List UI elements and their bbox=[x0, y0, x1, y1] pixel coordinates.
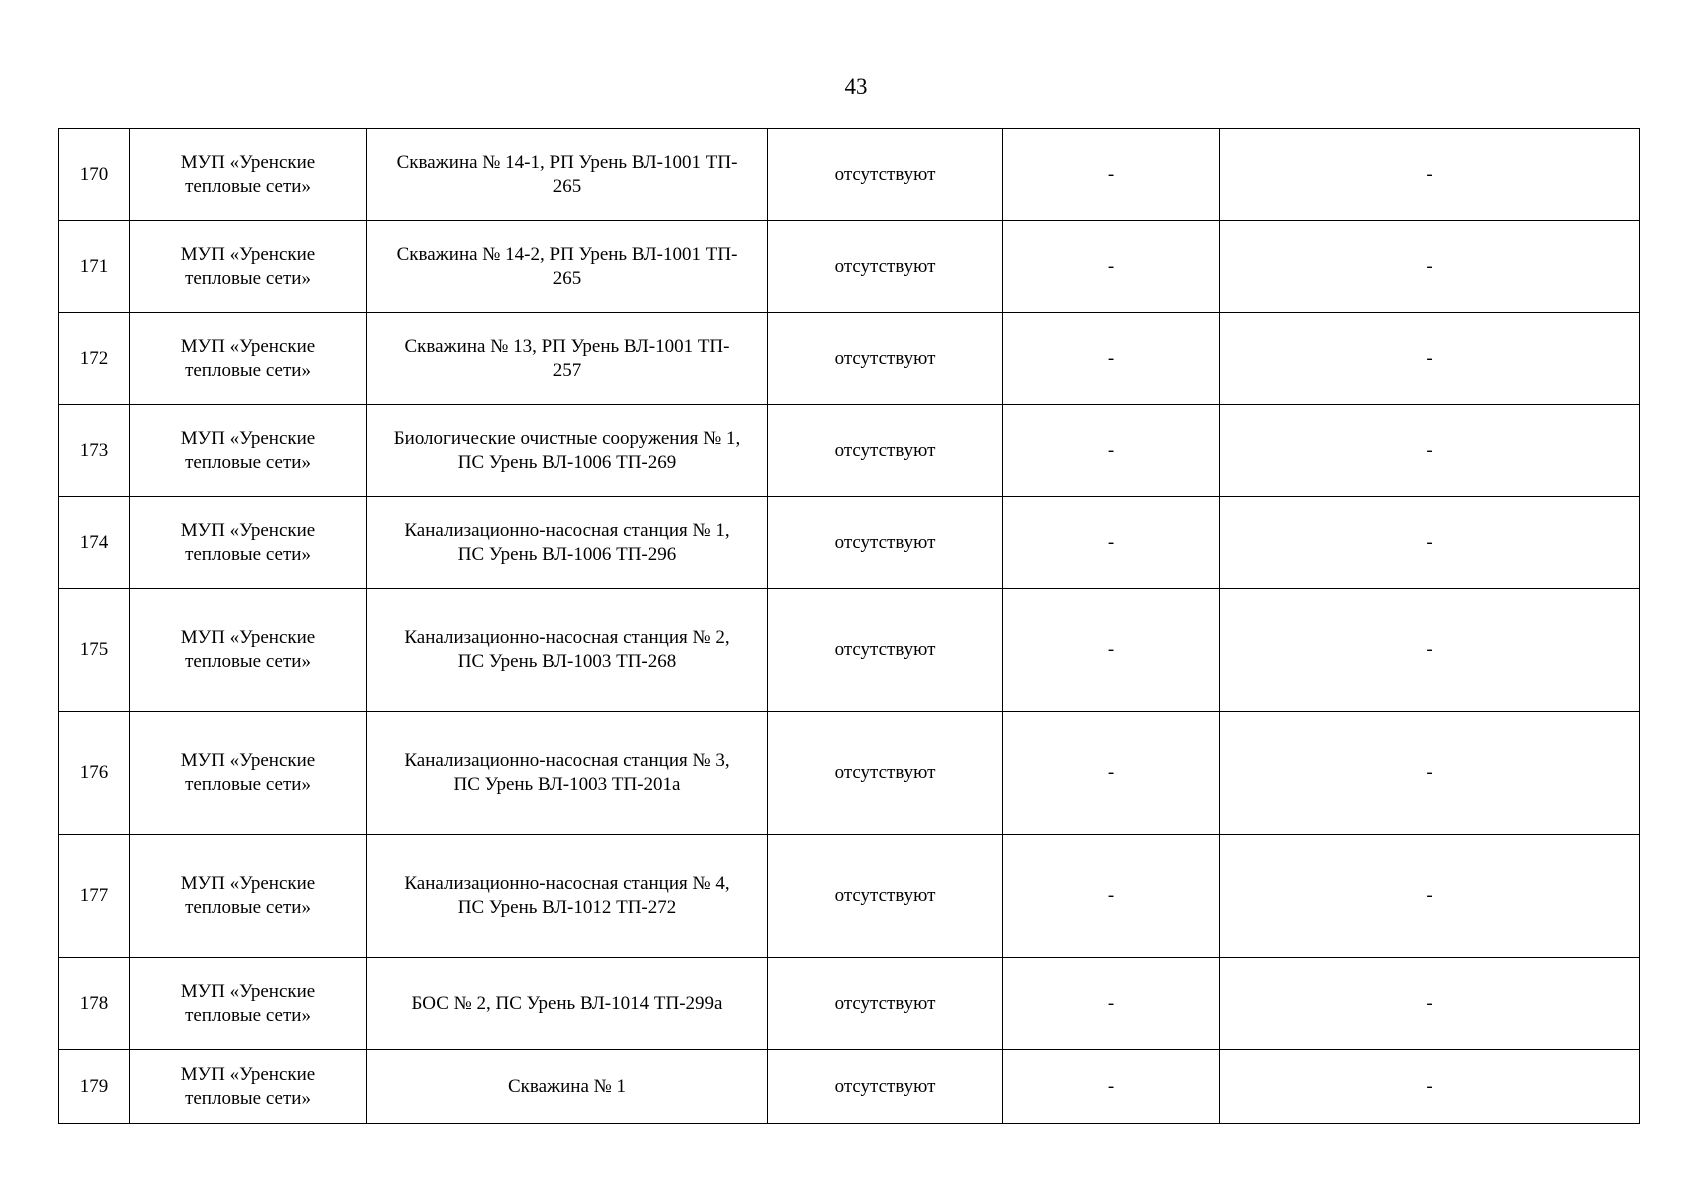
row-number: 170 bbox=[59, 129, 130, 221]
column-6-cell: - bbox=[1220, 958, 1640, 1050]
object-cell: Скважина № 14-1, РП Урень ВЛ-1001 ТП- 265 bbox=[367, 129, 768, 221]
column-6-cell: - bbox=[1220, 405, 1640, 497]
table-row bbox=[59, 712, 1640, 835]
object-cell: Канализационно-насосная станция № 3, ПС Урень ВЛ-1003 ТП-201а bbox=[367, 712, 768, 835]
row-number: 179 bbox=[59, 1050, 130, 1124]
row-number: 171 bbox=[59, 221, 130, 313]
column-5-cell: - bbox=[1003, 221, 1220, 313]
organization-cell: МУП «Уренские тепловые сети» bbox=[130, 497, 367, 589]
table-row bbox=[59, 405, 1640, 497]
column-6-cell: - bbox=[1220, 835, 1640, 958]
row-number: 177 bbox=[59, 835, 130, 958]
object-cell: БОС № 2, ПС Урень ВЛ-1014 ТП-299а bbox=[367, 958, 768, 1050]
status-cell: отсутствуют bbox=[768, 835, 1003, 958]
column-5-cell: - bbox=[1003, 1050, 1220, 1124]
column-6-cell: - bbox=[1220, 589, 1640, 712]
table-row bbox=[59, 1050, 1640, 1124]
row-number: 174 bbox=[59, 497, 130, 589]
organization-cell: МУП «Уренские тепловые сети» bbox=[130, 221, 367, 313]
data-table bbox=[58, 128, 1640, 1124]
organization-cell: МУП «Уренские тепловые сети» bbox=[130, 405, 367, 497]
column-5-cell: - bbox=[1003, 313, 1220, 405]
column-6-cell: - bbox=[1220, 129, 1640, 221]
row-number: 172 bbox=[59, 313, 130, 405]
organization-cell: МУП «Уренские тепловые сети» bbox=[130, 835, 367, 958]
organization-cell: МУП «Уренские тепловые сети» bbox=[130, 958, 367, 1050]
column-5-cell: - bbox=[1003, 835, 1220, 958]
organization-cell: МУП «Уренские тепловые сети» bbox=[130, 313, 367, 405]
table-row bbox=[59, 835, 1640, 958]
status-cell: отсутствуют bbox=[768, 712, 1003, 835]
status-cell: отсутствуют bbox=[768, 497, 1003, 589]
row-number: 176 bbox=[59, 712, 130, 835]
object-cell: Скважина № 14-2, РП Урень ВЛ-1001 ТП- 265 bbox=[367, 221, 768, 313]
status-cell: отсутствуют bbox=[768, 313, 1003, 405]
object-cell: Канализационно-насосная станция № 4, ПС Урень ВЛ-1012 ТП-272 bbox=[367, 835, 768, 958]
table-row bbox=[59, 958, 1640, 1050]
column-6-cell: - bbox=[1220, 1050, 1640, 1124]
column-5-cell: - bbox=[1003, 129, 1220, 221]
column-6-cell: - bbox=[1220, 221, 1640, 313]
status-cell: отсутствуют bbox=[768, 958, 1003, 1050]
table-row bbox=[59, 221, 1640, 313]
row-number: 175 bbox=[59, 589, 130, 712]
status-cell: отсутствуют bbox=[768, 129, 1003, 221]
status-cell: отсутствуют bbox=[768, 405, 1003, 497]
object-cell: Скважина № 13, РП Урень ВЛ-1001 ТП- 257 bbox=[367, 313, 768, 405]
page-number: 43 bbox=[844, 74, 868, 99]
table-row bbox=[59, 129, 1640, 221]
row-number: 178 bbox=[59, 958, 130, 1050]
column-5-cell: - bbox=[1003, 497, 1220, 589]
column-5-cell: - bbox=[1003, 405, 1220, 497]
status-cell: отсутствуют bbox=[768, 589, 1003, 712]
object-cell: Скважина № 1 bbox=[367, 1050, 768, 1124]
organization-cell: МУП «Уренские тепловые сети» bbox=[130, 589, 367, 712]
organization-cell: МУП «Уренские тепловые сети» bbox=[130, 129, 367, 221]
column-6-cell: - bbox=[1220, 712, 1640, 835]
table-row bbox=[59, 589, 1640, 712]
table-row bbox=[59, 497, 1640, 589]
object-cell: Биологические очистные сооружения № 1, ПС Урень ВЛ-1006 ТП-269 bbox=[367, 405, 768, 497]
column-5-cell: - bbox=[1003, 712, 1220, 835]
column-5-cell: - bbox=[1003, 958, 1220, 1050]
table-row bbox=[59, 313, 1640, 405]
row-number: 173 bbox=[59, 405, 130, 497]
object-cell: Канализационно-насосная станция № 2, ПС Урень ВЛ-1003 ТП-268 bbox=[367, 589, 768, 712]
column-6-cell: - bbox=[1220, 497, 1640, 589]
organization-cell: МУП «Уренские тепловые сети» bbox=[130, 1050, 367, 1124]
organization-cell: МУП «Уренские тепловые сети» bbox=[130, 712, 367, 835]
object-cell: Канализационно-насосная станция № 1, ПС Урень ВЛ-1006 ТП-296 bbox=[367, 497, 768, 589]
status-cell: отсутствуют bbox=[768, 1050, 1003, 1124]
column-6-cell: - bbox=[1220, 313, 1640, 405]
status-cell: отсутствуют bbox=[768, 221, 1003, 313]
column-5-cell: - bbox=[1003, 589, 1220, 712]
